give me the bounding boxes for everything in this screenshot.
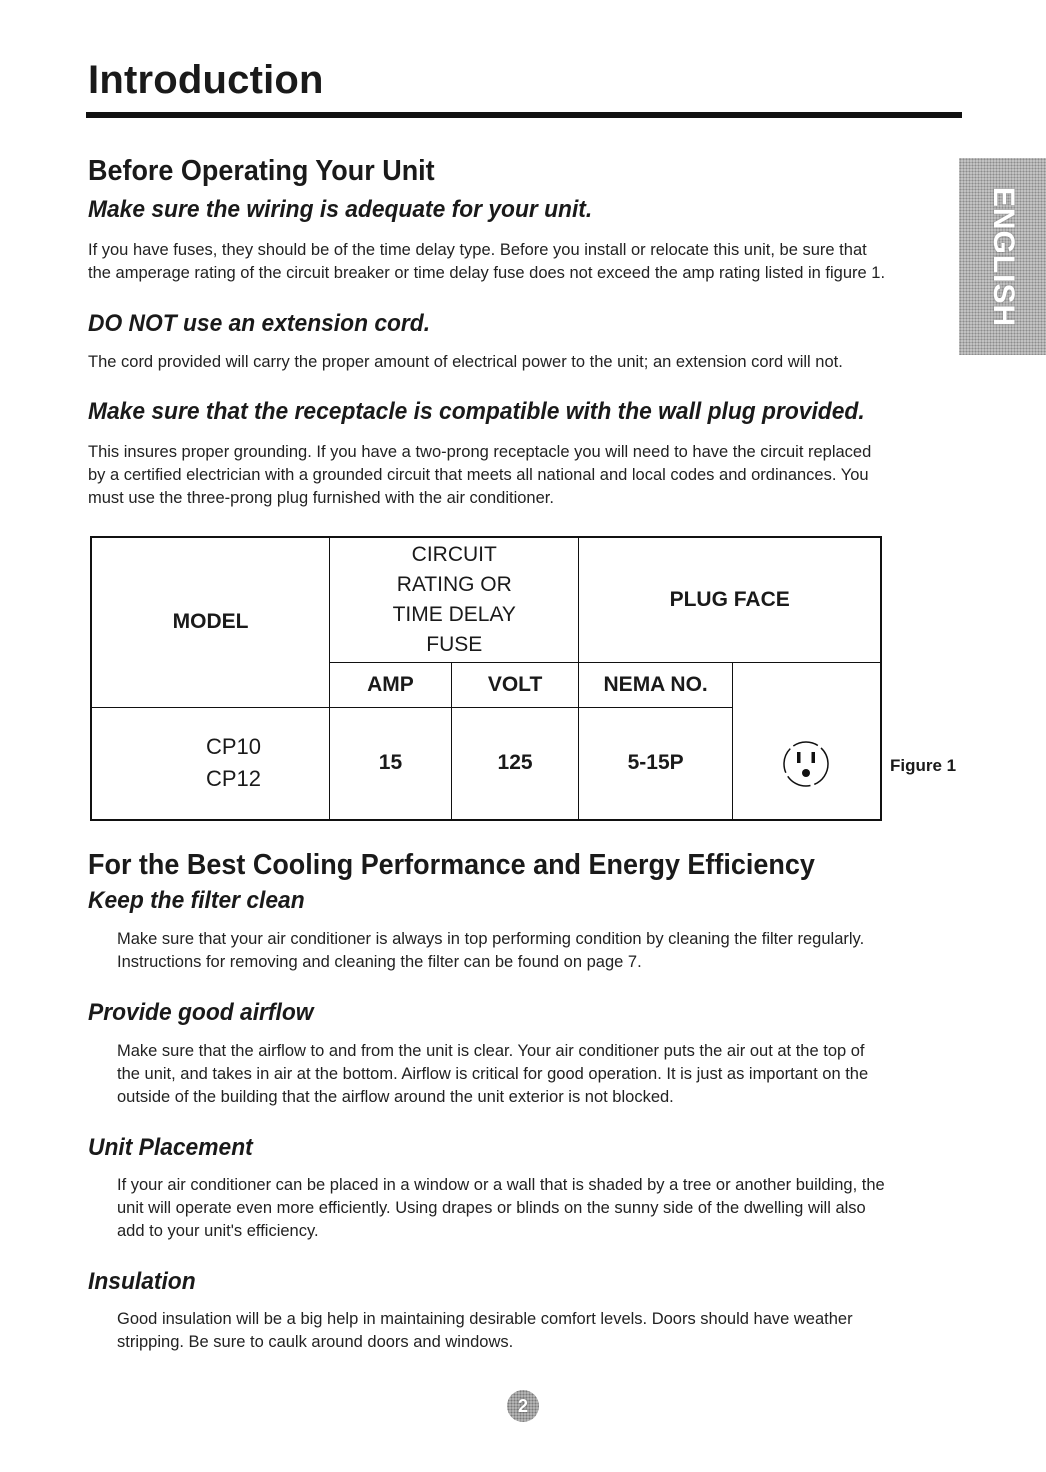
page-title: Introduction [88, 58, 324, 102]
plug-face-cell [732, 662, 881, 820]
subheading-wiring: Make sure the wiring is adequate for your unit. [88, 196, 593, 223]
subheading-receptacle: Make sure that the receptacle is compatible with the wall plug provided. [88, 398, 865, 425]
subheading-insulation: Insulation [88, 1268, 196, 1295]
circuit-header-line: FUSE [426, 632, 483, 656]
plug-face-header: PLUG FACE [579, 537, 881, 662]
amp-value: 15 [330, 707, 452, 820]
placement-text-line2: unit will operate even more efficiently. Using drapes or blinds on the sunny side of the dwelling will also [117, 1199, 866, 1217]
model-cp10: CP10 [206, 734, 262, 760]
airflow-text-line1: Make sure that the airflow to and from the unit is clear. Your air conditioner puts the air out at the top of [117, 1042, 865, 1060]
filter-text-line2: Instructions for removing and cleaning the filter can be found on page 7. [117, 953, 642, 971]
wiring-text-line1: If you have fuses, they should be of the time delay type. Before you install or relocate this unit, be sure that [88, 241, 867, 259]
airflow-text-line2: the unit, and takes in air at the bottom. Airflow is critical for good operation. It is just as important on the [117, 1065, 869, 1083]
placement-text-line3: add to your unit's efficiency. [117, 1222, 319, 1240]
title-divider [86, 112, 962, 118]
amp-header: AMP [330, 662, 452, 707]
subheading-extension-cord: DO NOT use an extension cord. [88, 310, 431, 337]
section-heading-before-operating: Before Operating Your Unit [88, 155, 435, 187]
section-heading-cooling-performance: For the Best Cooling Performance and Energy Efficiency [88, 849, 815, 881]
circuit-header-line: CIRCUIT [411, 542, 497, 566]
volt-value: 125 [451, 707, 579, 820]
wiring-text-line2: the amperage rating of the circuit breaker or time delay fuse does not exceed the amp rating listed in figure 1. [88, 264, 886, 282]
nema-header: NEMA NO. [579, 662, 733, 707]
subheading-unit-placement: Unit Placement [88, 1134, 253, 1161]
figure-label: Figure 1 [890, 756, 957, 775]
volt-header: VOLT [451, 662, 579, 707]
language-tab-label: ENGLISH [986, 186, 1020, 327]
filter-text-line1: Make sure that your air conditioner is always in top performing condition by cleaning the filter regularly. [117, 930, 865, 948]
receptacle-text-line2: by a certified electrician with a grounded circuit that meets all national and local codes and ordinances. You [88, 466, 869, 484]
electrical-spec-table [90, 536, 882, 821]
subheading-filter: Keep the filter clean [88, 887, 305, 914]
subheading-airflow: Provide good airflow [88, 999, 314, 1026]
page-number: 2 [507, 1390, 539, 1422]
plug-face-icon [776, 734, 836, 794]
airflow-text-line3: outside of the building that the airflow around the unit exterior is not blocked. [117, 1088, 674, 1106]
model-header: MODEL [91, 537, 330, 707]
model-cp12: CP12 [206, 766, 262, 792]
insulation-text-line2: stripping. Be sure to caulk around doors and windows. [117, 1333, 514, 1351]
receptacle-text-line3: must use the three-prong plug furnished with the air conditioner. [88, 489, 554, 507]
extension-text-line1: The cord provided will carry the proper amount of electrical power to the unit; an extension cord will not. [88, 353, 843, 371]
insulation-text-line1: Good insulation will be a big help in maintaining desirable comfort levels. Doors should have weather [117, 1310, 853, 1328]
placement-text-line1: If your air conditioner can be placed in a window or a wall that is shaded by a tree or another building, the [117, 1176, 885, 1194]
nema-value: 5-15P [579, 707, 733, 820]
circuit-header-line: TIME DELAY [392, 602, 516, 626]
language-tab [959, 158, 1046, 355]
receptacle-text-line1: This insures proper grounding. If you have a two-prong receptacle you will need to have the circuit replaced [88, 443, 872, 461]
circuit-rating-header [330, 537, 579, 662]
circuit-header-line: RATING OR [396, 572, 512, 596]
model-cell [91, 707, 330, 820]
